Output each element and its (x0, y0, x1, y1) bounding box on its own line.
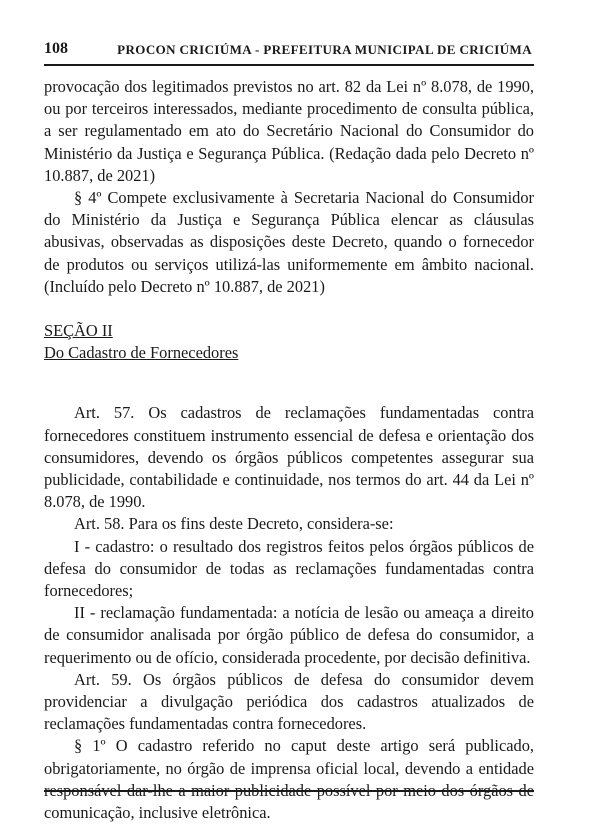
article-58: Art. 58. Para os fins deste Decreto, considera-se: (74, 514, 394, 534)
article-58-item-2: II - reclamação fundamentada: a notícia de lesão ou ameaça a direito de consumidor analisada por órgão público de defesa do consumidor, a requerimento ou de ofício, considerada procedente, por decisão definitiva. (44, 603, 534, 667)
section-title: Do Cadastro de Fornecedores (44, 343, 239, 363)
footer-rule (44, 790, 534, 792)
header-rule (44, 64, 534, 66)
section-label: SEÇÃO II (44, 321, 113, 341)
running-title: PROCON CRICIÚMA - PREFEITURA MUNICIPAL DE CRICIÚMA (117, 42, 532, 57)
article-57: Art. 57. Os cadastros de reclamações fundamentadas contra fornecedores constituem instrumento essencial de defesa e orientação dos consumidores, devendo os órgãos públicos competentes assegurar sua publicidade, contabilidade e continuidade, nos termos do art. 44 da Lei nº 8.078, de 1990. (44, 403, 534, 512)
page-number: 108 (44, 40, 68, 57)
article-59-paragraph-1: § 1º O cadastro referido no caput deste artigo será publicado, obrigatoriamente, no órgão de imprensa oficial local, devendo a entidade responsável dar-lhe a maior publicidade possível por meio dos órgãos de comunicação, inclusive eletrônica. (44, 736, 534, 823)
article-58-item-1: I - cadastro: o resultado dos registros feitos pelos órgãos públicos de defesa do consumidor de todas as reclamações fundamentadas contra fornecedores; (44, 536, 534, 601)
paragraph-section-4: § 4º Compete exclusivamente à Secretaria Nacional do Consumidor do Ministério da Justiça e Segurança Pública elencar as cláusulas abusivas, observadas as disposições deste Decreto, quando o fornecedor de produtos ou serviços utilizá-las uniformemente em âmbito nacional. (Incluído pelo Decreto nº 10.887, de 2021) (44, 188, 534, 296)
paragraph-continuation: provocação dos legitimados previstos no art. 82 da Lei nº 8.078, de 1990, ou por terceiros interessados, mediante procedimento de consulta pública, a ser regulamentado em ato do Secretário Nacional do Consumidor do Ministério da Justiça e Segurança Pública. (Redação dada pelo Decreto nº 10.887, de 2021) (44, 77, 534, 185)
page-body (44, 76, 534, 824)
article-59: Art. 59. Os órgãos públicos de defesa do consumidor devem providenciar a divulgação periódica dos cadastros atualizados de reclamações fundamentadas contra fornecedores. (44, 669, 534, 734)
heading-spacer (44, 364, 534, 402)
page-header (44, 40, 534, 64)
